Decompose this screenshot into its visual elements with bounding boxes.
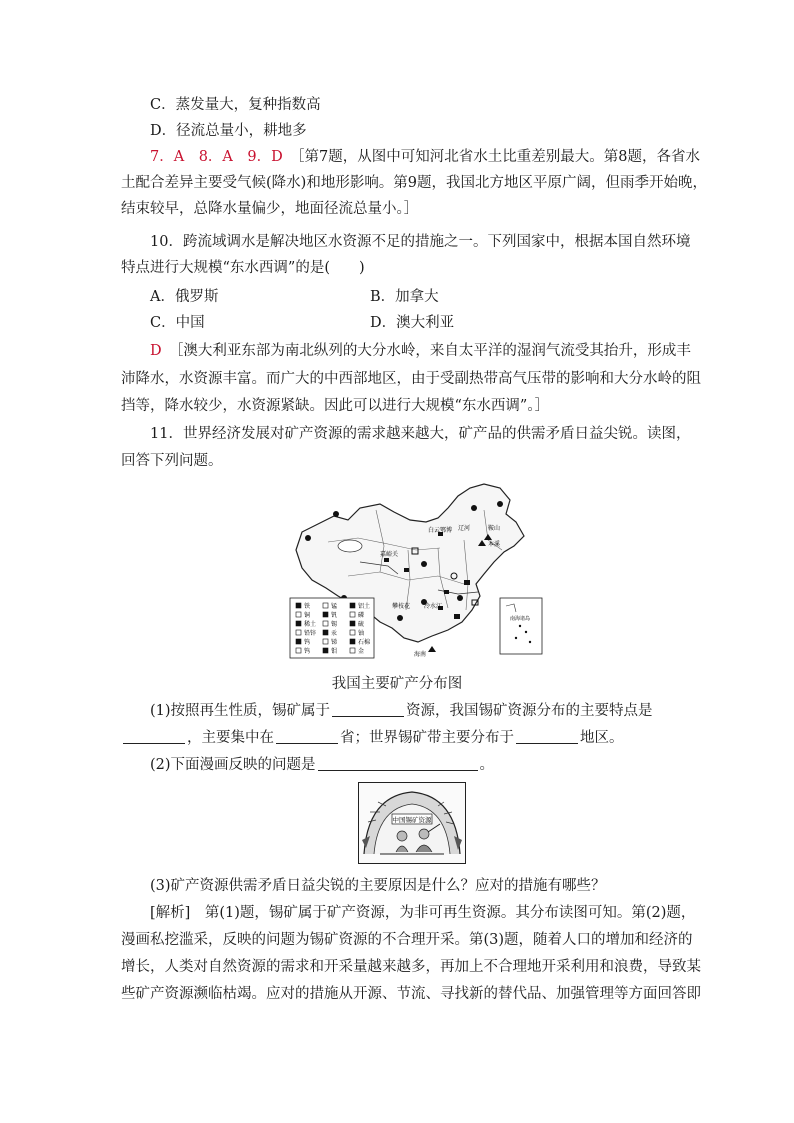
- legend-symbol: [350, 603, 355, 608]
- map-label: 冷水江: [424, 603, 443, 610]
- answer-text: ［澳大利亚东部为南北纵列的大分水岭，来自太平洋的湿润气流受其抬升，形成丰: [176, 343, 691, 359]
- legend-label: 金: [358, 648, 365, 655]
- question-10-options-ab: [150, 287, 550, 307]
- part1-text-c: ，主要集中在: [187, 730, 274, 746]
- analysis-line3: 增长，人类对自然资源的需求和开采量越来越多，再加上不合理地开采利用和浪费，导致某: [121, 959, 701, 975]
- legend-symbol: [350, 621, 355, 626]
- map-label: 嘉峪关: [380, 551, 399, 558]
- part1-text-a: (1)按照再生性质，锡矿属于: [150, 703, 331, 719]
- option-d: D．径流总量小，耕地多: [150, 123, 307, 139]
- mineral-symbol: [333, 511, 339, 517]
- map-label: 攀枝花: [392, 603, 411, 610]
- mineral-symbol: [404, 568, 409, 572]
- answer-10-line2: 沛降水，水资源丰富。而广大的中西部地区，由于受副热带高气压带的影响和大分水岭的阻: [121, 371, 701, 387]
- answer-10: [150, 341, 691, 361]
- part1-text-b: 资源，我国锡矿资源分布的主要特点是: [406, 703, 653, 719]
- question-10-options-cd: [150, 313, 550, 333]
- question-10-stem: 10．跨流域调水是解决地区水资源不足的措施之一。下列国家中，根据本国自然环境: [150, 234, 691, 250]
- option-b: B．加拿大: [370, 289, 439, 305]
- part1-text-e: 地区。: [580, 730, 624, 746]
- legend-label: 稀土: [304, 621, 317, 628]
- legend-label: 钼: [331, 648, 338, 655]
- option-c: C．中国: [150, 315, 205, 331]
- mineral-symbol: [454, 614, 460, 619]
- legend-label: 铅锌: [304, 630, 317, 637]
- mineral-symbol: [497, 501, 503, 507]
- answer-7-9-line3: 结束较早，总降水量偏少，地面径流总量小。］: [121, 201, 419, 217]
- map-label: 白云鄂博: [428, 527, 453, 534]
- legend-label: 铀: [358, 630, 365, 637]
- answer-blank[interactable]: [516, 729, 578, 744]
- legend-label: 磷: [358, 612, 365, 619]
- analysis-text: 第(1)题，锡矿属于矿产资源，为非可再生资源。其分布读图可知。第(2)题，: [204, 905, 696, 921]
- part2-text: (2)下面漫画反映的问题是: [150, 757, 316, 773]
- part1-text-d: 省；世界锡矿带主要分布于: [340, 730, 514, 746]
- map-label: 南海诸岛: [510, 616, 531, 622]
- legend-label: 铁: [304, 603, 311, 610]
- map-label: 海南: [414, 651, 427, 658]
- legend-label: 石棉: [358, 639, 371, 646]
- cartoon-label: 中国锡矿资源: [392, 816, 432, 824]
- legend-symbol: [323, 648, 328, 653]
- answer-text: ［第7题，从图中可知河北省水土比重差别最大。第8题，各省水: [297, 149, 700, 165]
- answer-blank[interactable]: [276, 729, 338, 744]
- analysis-line4: 些矿产资源濒临枯竭。应对的措施从开源、节流、寻找新的替代品、加强管理等方面回答即: [121, 986, 701, 1002]
- option-d: D．澳大利亚: [370, 315, 455, 331]
- cartoon-image: [358, 782, 466, 864]
- legend-symbol: [296, 639, 301, 644]
- question-11-part1: [150, 701, 653, 721]
- china-mineral-map: [288, 480, 550, 662]
- analysis-tag: [解析]: [150, 905, 191, 921]
- mineral-symbol: [464, 580, 470, 585]
- answer-key: D: [150, 343, 162, 359]
- question-11-stem-line2: 回答下列问题。: [121, 453, 223, 469]
- mineral-symbol: [471, 505, 477, 511]
- legend-symbol: [296, 603, 301, 608]
- legend-label: 铜: [304, 612, 311, 619]
- map-label: 本溪: [488, 541, 501, 548]
- answer-7-9-line2: 土配合差异主要受气候(降水)和地形影响。第9题，我国北方地区平原广阔，但雨季开始晚，: [121, 175, 708, 191]
- question-10-stem-line2: 特点进行大规模“东水西调”的是( ): [121, 260, 365, 276]
- option-c: C．蒸发量大，复种指数高: [150, 97, 321, 113]
- legend-label: 锑: [331, 639, 338, 646]
- answer-key: 7．A 8．A 9．D: [150, 149, 283, 165]
- mineral-symbol: [457, 595, 463, 601]
- answer-10-line3: 挡等，降水较少，水资源紧缺。因此可以进行大规模“东水西调”。］: [121, 398, 550, 414]
- mineral-symbol: [444, 590, 449, 594]
- legend-label: 铝土: [358, 603, 371, 610]
- legend-label: 汞: [331, 630, 338, 637]
- answer-blank[interactable]: [123, 729, 185, 744]
- legend-label: 锡: [331, 621, 338, 628]
- mineral-symbol: [421, 561, 427, 567]
- part2-end: 。: [479, 757, 495, 773]
- legend-symbol: [323, 630, 328, 635]
- mineral-symbol: [397, 615, 403, 621]
- analysis-line2: 漫画私挖滥采，反映的问题为锡矿资源的不合理开采。第(3)题，随着人口的增加和经济的: [121, 932, 693, 948]
- option-a: A．俄罗斯: [150, 289, 219, 305]
- legend-label: 锰: [331, 603, 338, 610]
- legend-label: 钨: [304, 648, 311, 655]
- analysis-line1: [150, 903, 695, 923]
- legend-symbol: [323, 612, 328, 617]
- answer-blank[interactable]: [318, 756, 478, 771]
- question-11-part2: [150, 755, 494, 775]
- map-caption: 我国主要矿产分布图: [331, 676, 463, 692]
- mineral-symbol: [384, 558, 389, 562]
- map-label: 辽河: [458, 525, 471, 532]
- legend-symbol: [350, 639, 355, 644]
- legend-label: 钨: [304, 639, 311, 646]
- question-11-stem: 11．世界经济发展对矿产资源的需求越来越大，矿产品的供需矛盾日益尖锐。读图，: [150, 426, 691, 442]
- legend-label: 硫: [358, 621, 365, 628]
- question-11-part3: (3)矿产资源供需矛盾日益尖锐的主要原因是什么？应对的措施有哪些？: [150, 878, 606, 894]
- mineral-symbol: [305, 535, 311, 541]
- answer-7-9: [150, 147, 700, 167]
- legend-label: 钒: [331, 612, 338, 619]
- answer-blank[interactable]: [332, 702, 404, 717]
- question-11-part1-line2: [121, 728, 624, 748]
- legend-symbol: [296, 621, 301, 626]
- map-label: 鞍山: [488, 525, 501, 532]
